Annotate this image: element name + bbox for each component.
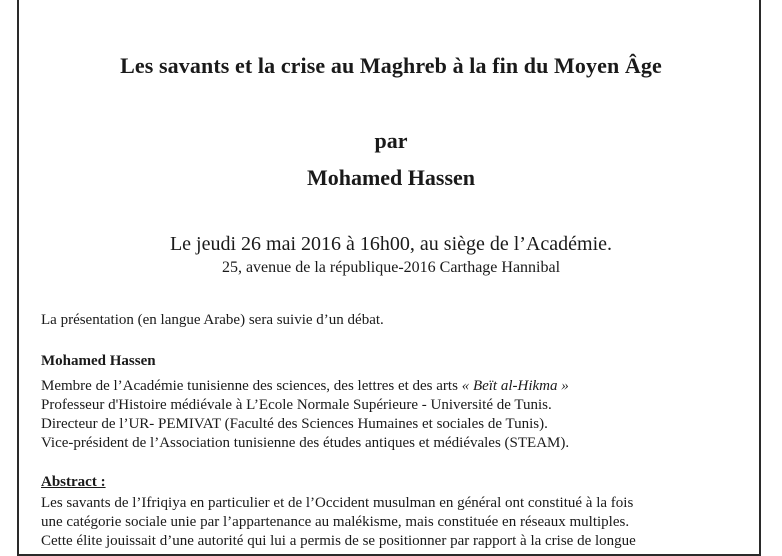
page-border <box>17 0 761 556</box>
abstract-body <box>41 494 727 551</box>
author-name: Mohamed Hassen <box>306 165 476 190</box>
lecture-title: Les savants et la crise au Maghreb à la fin du Moyen Âge <box>120 53 662 78</box>
language-note: La présentation (en langue Arabe) sera suivie d’un débat. <box>41 312 384 328</box>
bio-line: Directeur de l’UR- PEMIVAT (Faculté des Sciences Humaines et sociales de Tunis). <box>41 416 548 432</box>
bio-line: Vice-président de l’Association tunisienne des études antiques et médiévales (STEAM). <box>41 435 570 451</box>
abstract-heading: Abstract : <box>41 474 106 490</box>
bio-line: Professeur d'Histoire médiévale à L’Ecole Normale Supérieure - Université de Tunis. <box>41 397 552 413</box>
event-date: Le jeudi 26 mai 2016 à 16h00, au siège de l’Académie. <box>169 233 613 255</box>
by-label: par <box>374 128 408 153</box>
bio-line-italic: « Beït al-Hikma » <box>461 378 569 394</box>
abstract-line: Les savants de l’Ifriqiya en particulier et de l’Occident musulman en général ont constitué à la fois <box>41 495 634 511</box>
bio-list <box>41 377 569 453</box>
event-address: 25, avenue de la république-2016 Carthage Hannibal <box>221 259 561 276</box>
bio-line <box>41 377 569 396</box>
bio-line-text: Membre de l’Académie tunisienne des sciences, des lettres et des arts <box>41 378 462 394</box>
abstract-line: Cette élite jouissait d’une autorité qui lui a permis de se positionner par rapport à la crise de longue <box>41 533 636 549</box>
bio-name: Mohamed Hassen <box>41 353 156 369</box>
abstract-line: une catégorie sociale unie par l’appartenance au malékisme, mais constituée en réseaux multiples. <box>41 514 630 530</box>
